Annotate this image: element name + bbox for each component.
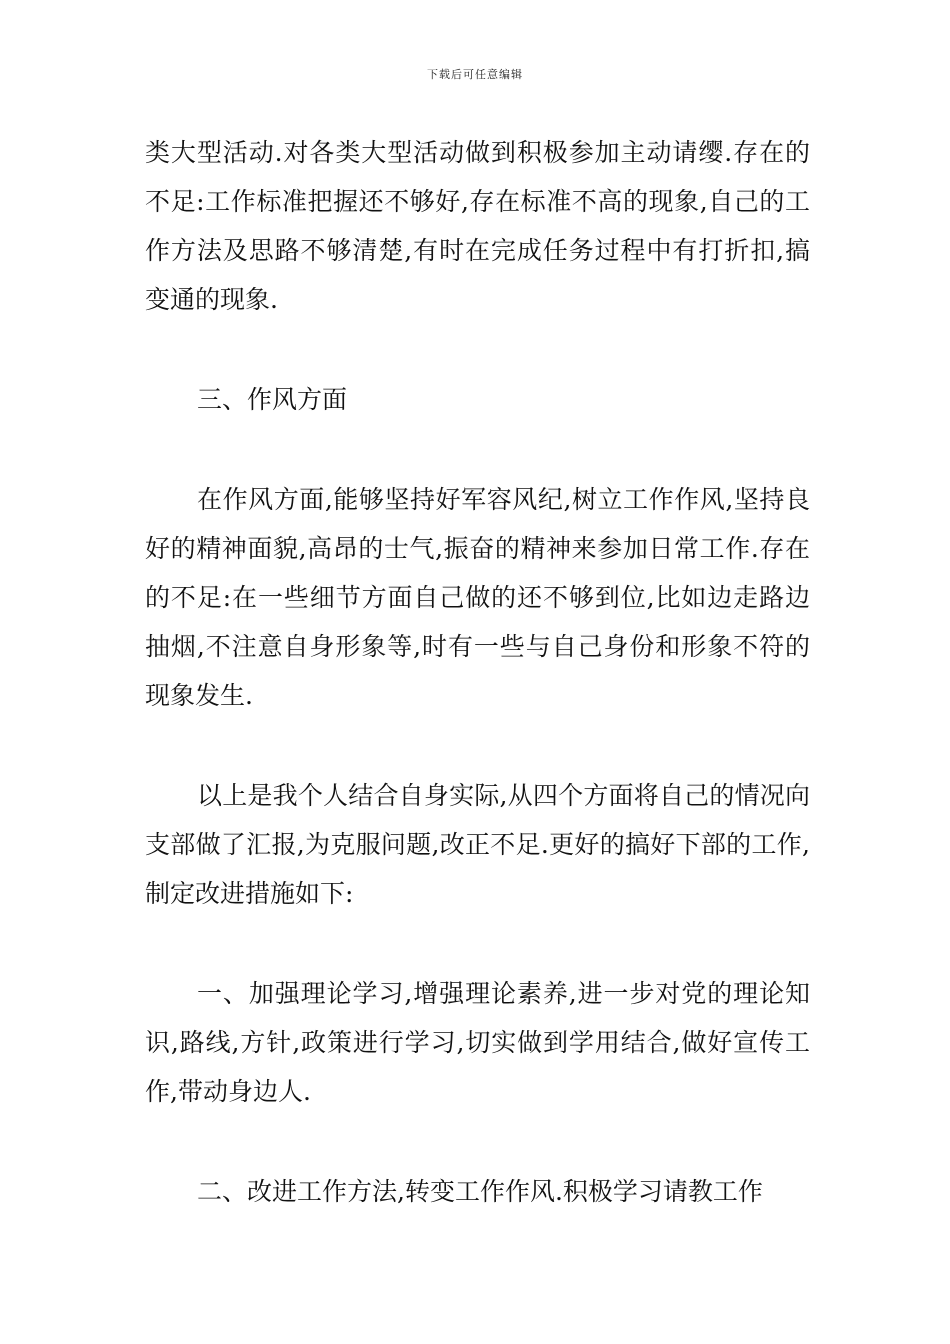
paragraph-continuation: 类大型活动.对各类大型活动做到积极参加主动请缨.存在的不足:工作标准把握还不够好,存在标准不高的现象,自己的工作方法及思路不够清楚,有时在完成任务过程中有打折扣,搞变通的现象. [145, 138, 810, 314]
paragraph-summary: 以上是我个人结合自身实际,从四个方面将自己的情况向支部做了汇报,为克服问题,改正不足.更好的搞好下部的工作,制定改进措施如下: [145, 781, 810, 908]
header-note: 下载后可任意编辑 [427, 68, 523, 81]
section-heading-work-style: 三、作风方面 [197, 385, 348, 414]
paragraph-measure-two: 二、改进工作方法,转变工作作风.积极学习请教工作 [197, 1177, 763, 1206]
document-body [145, 128, 810, 1216]
paragraph-work-style: 在作风方面,能够坚持好军容风纪,树立工作作风,坚持良好的精神面貌,高昂的士气,振奋的精神来参加日常工作.存在的不足:在一些细节方面自己做的还不够到位,比如边走路边抽烟,不注意自身形象等,时有一些与自己身份和形象不符的现象发生. [145, 485, 810, 710]
paragraph-measure-one: 一、加强理论学习,增强理论素养,进一步对党的理论知识,路线,方针,政策进行学习,切实做到学用结合,做好宣传工作,带动身边人. [145, 979, 810, 1106]
